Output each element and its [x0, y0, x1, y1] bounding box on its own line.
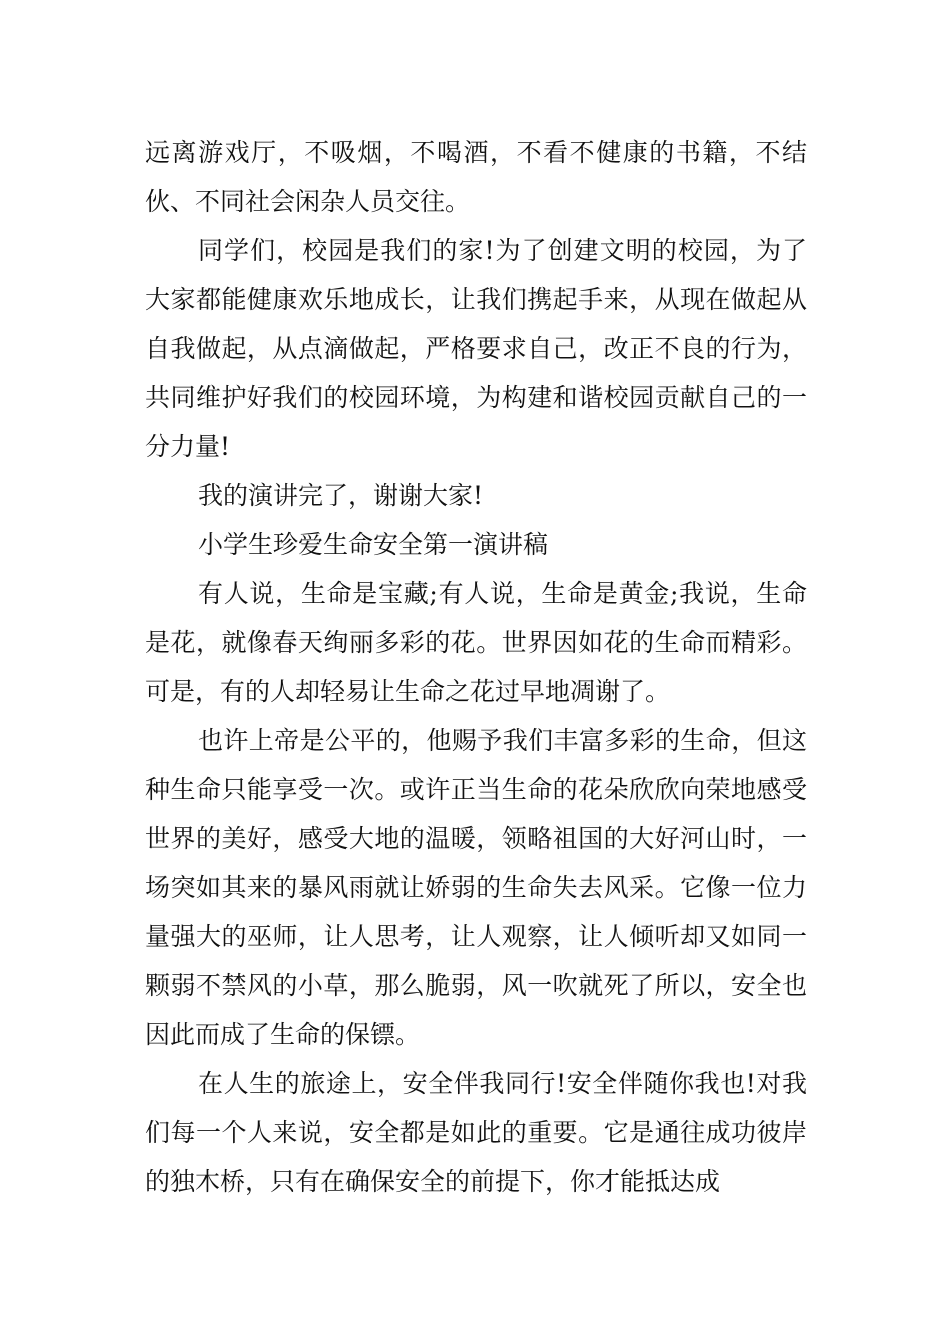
paragraph-2: 同学们，校园是我们的家!为了创建文明的校园，为了大家都能健康欢乐地成长，让我们携起手来，从现在做起从自我做起，从点滴做起，严格要求自己，改正不良的行为，共同维护好我们的校园环境，为构建和谐校园贡献自己的一分力量!: [145, 236, 807, 461]
paragraph-7: 在人生的旅途上，安全伴我同行!安全伴随你我也!对我们每一个人来说，安全都是如此的重要。它是通往成功彼岸的独木桥，只有在确保安全的前提下，你才能抵达成: [145, 1069, 807, 1196]
paragraph-6: 也许上帝是公平的，他赐予我们丰富多彩的生命，但这种生命只能享受一次。或许正当生命的花朵欣欣向荣地感受世界的美好，感受大地的温暖，领略祖国的大好河山时，一场突如其来的暴风雨就让娇弱的生命失去风采。它像一位力量强大的巫师，让人思考，让人观察，让人倾听却又如同一颗弱不禁风的小草，那么脆弱，风一吹就死了所以，安全也因此而成了生命的保镖。: [145, 726, 807, 1049]
paragraph-5: 有人说，生命是宝藏;有人说，生命是黄金;我说，生命是花，就像春天绚丽多彩的花。世界因如花的生命而精彩。可是，有的人却轻易让生命之花过早地凋谢了。: [145, 579, 807, 706]
document-body: [145, 128, 807, 1206]
paragraph-3: 我的演讲完了，谢谢大家!: [198, 481, 484, 510]
paragraph-1: 远离游戏厅，不吸烟，不喝酒，不看不健康的书籍，不结伙、不同社会闲杂人员交往。: [145, 138, 807, 216]
speech-title: 小学生珍爱生命安全第一演讲稿: [198, 530, 549, 559]
